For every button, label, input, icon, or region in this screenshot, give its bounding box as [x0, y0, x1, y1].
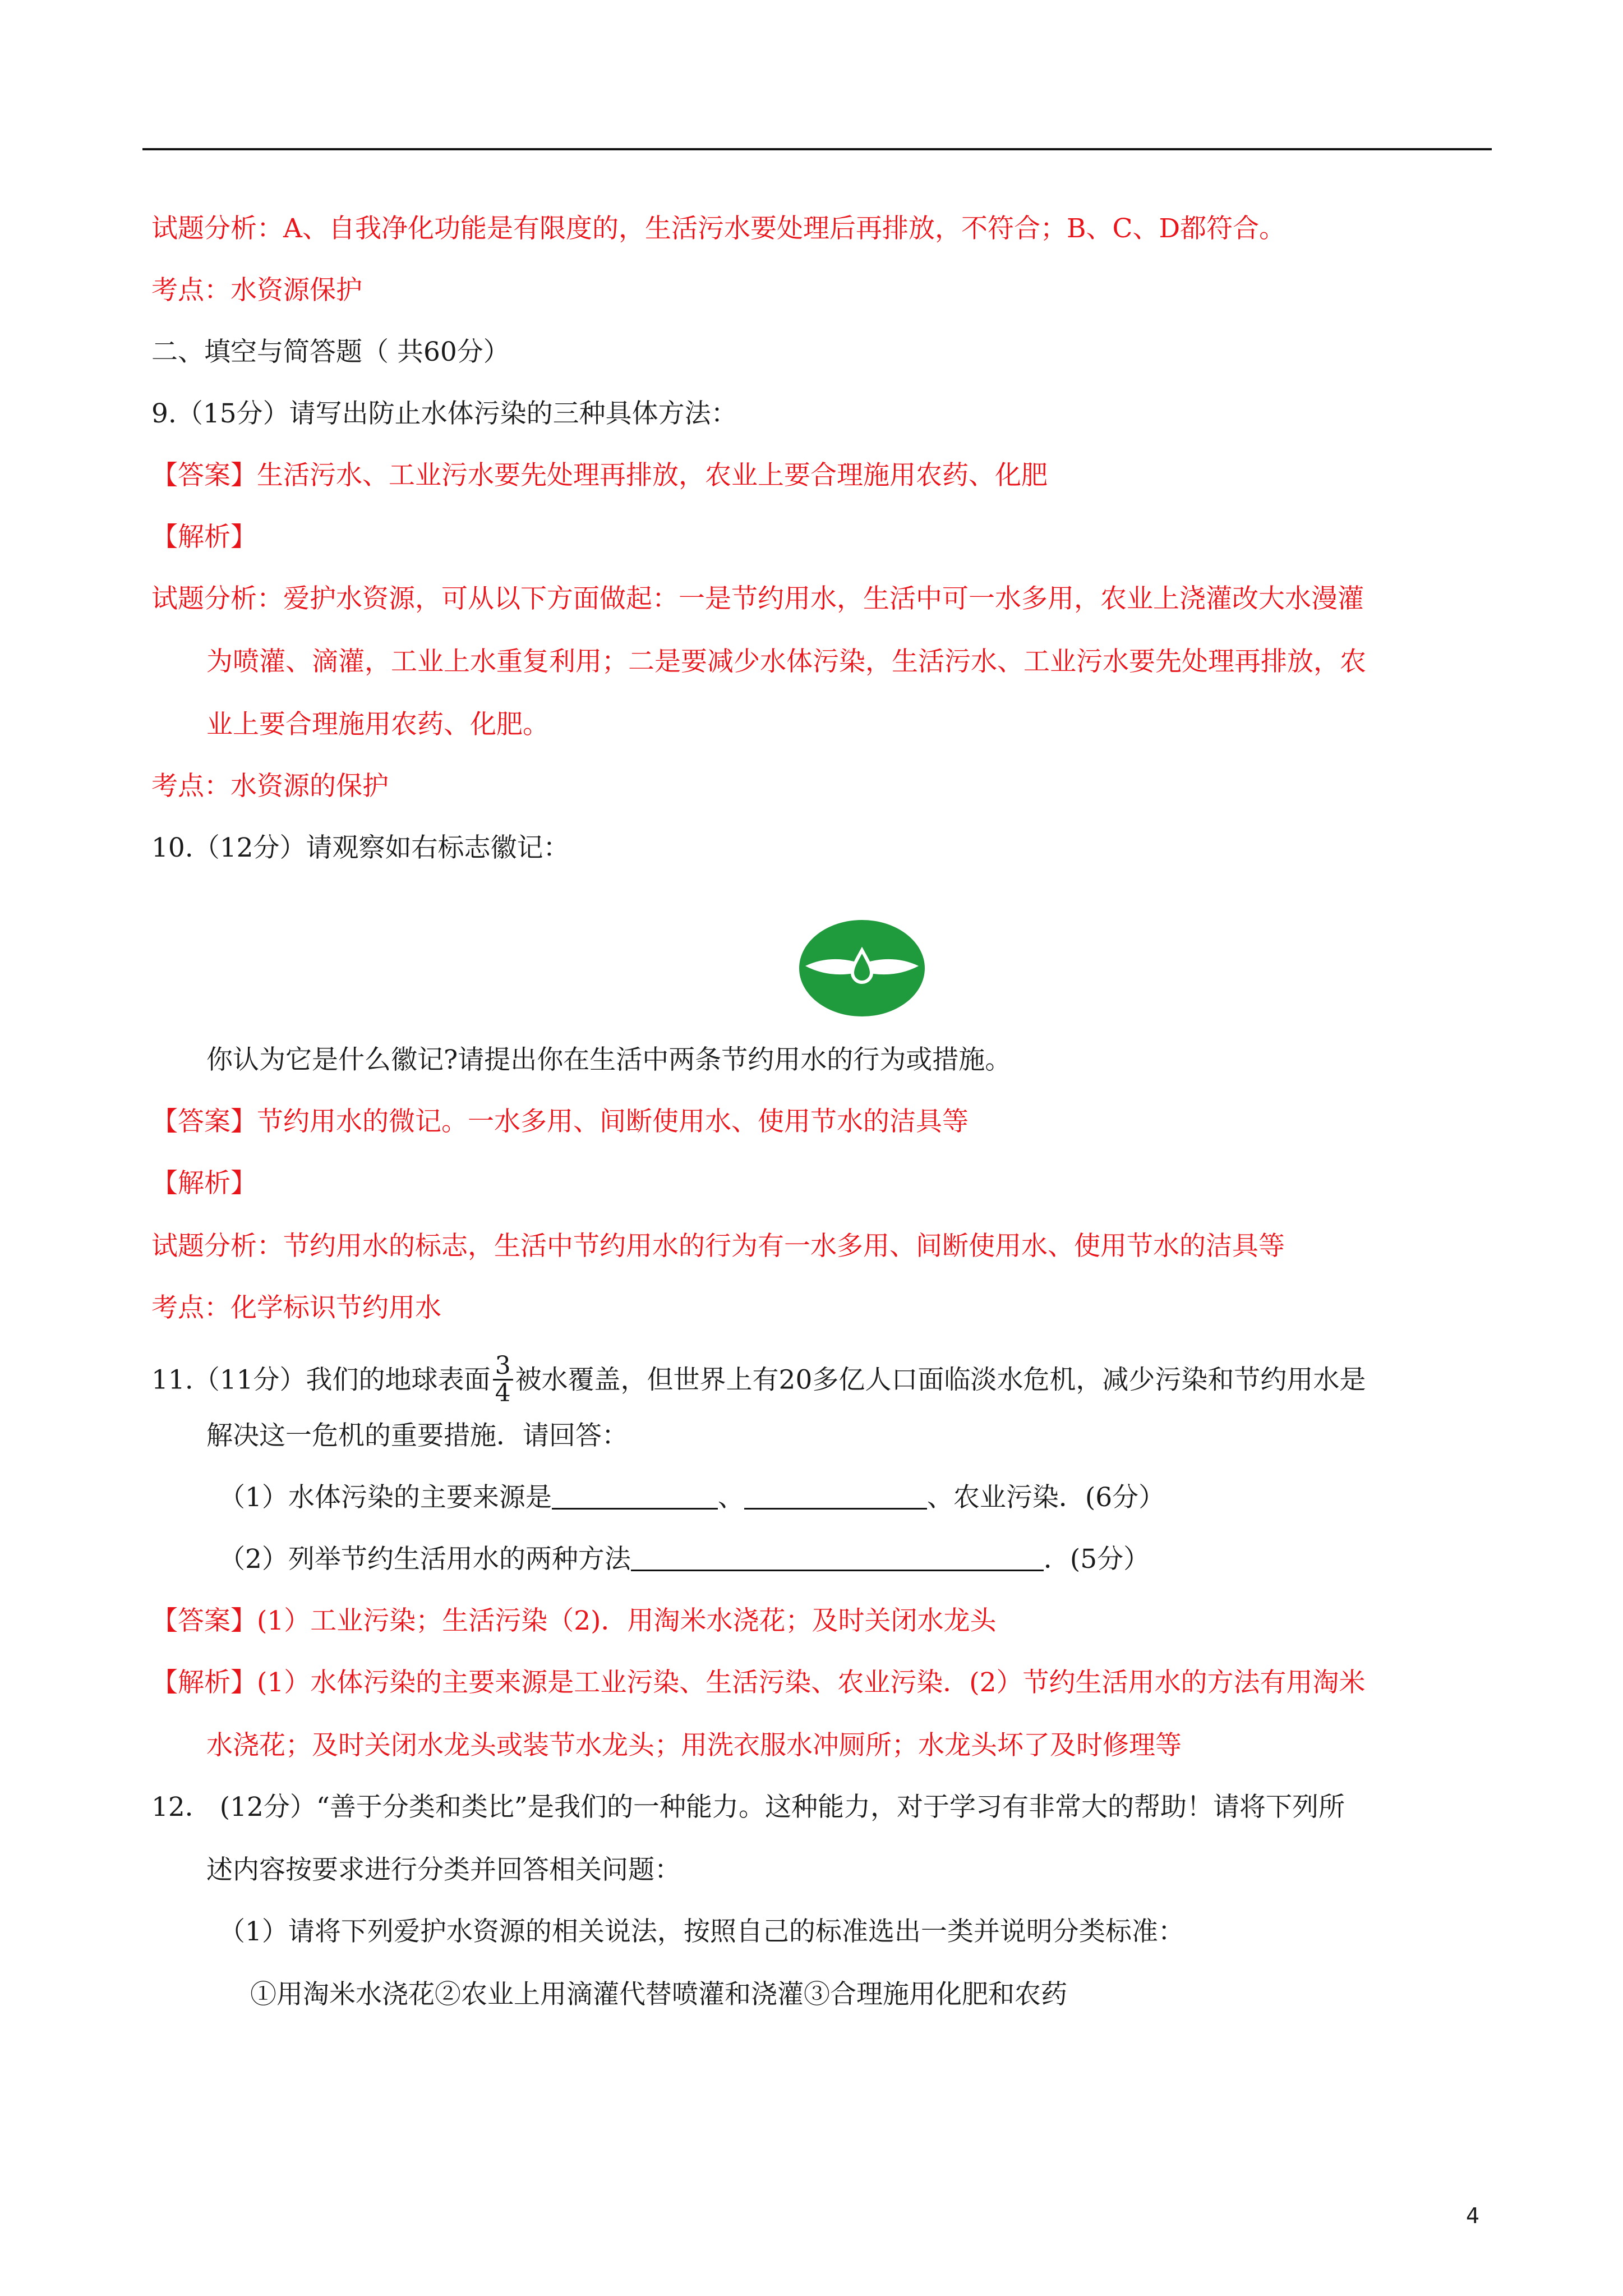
fraction-three-quarters: [493, 1353, 513, 1406]
question-10-prompt: 你认为它是什么徽记?请提出你在生活中两条节约用水的行为或措施。: [206, 1045, 1012, 1075]
explanation-label-q10: 【解析】: [151, 1168, 257, 1199]
explanation-q11-line1: 【解析】(1）水体污染的主要来源是工业污染、生活污染、农业污染．(2）节约生活用水的方法有用淘米: [151, 1667, 1366, 1698]
part2-suffix: ．(5分）: [1043, 1544, 1150, 1575]
part1-prompt: （1）水体污染的主要来源是: [219, 1482, 552, 1513]
question-11-part2: [219, 1543, 1565, 1576]
page-number: 4: [1466, 2203, 1480, 2228]
question-11: [151, 1351, 1497, 1409]
header-rule: [142, 148, 1492, 150]
analysis-q10: 试题分析：节约用水的标志，生活中节约用水的行为有一水多用、间断使用水、使用节水的洁具等: [151, 1231, 1285, 1262]
question-11-line2: 解决这一危机的重要措施．请回答：: [206, 1420, 628, 1451]
key-point-q8: 考点：水资源保护: [151, 275, 362, 306]
fraction-denominator: 4: [495, 1379, 511, 1407]
answer-blank-3[interactable]: [631, 1545, 1044, 1571]
question-12-part1: （1）请将下列爱护水资源的相关说法，按照自己的标准选出一类并说明分类标准：: [219, 1916, 1184, 1947]
answer-blank-2[interactable]: [744, 1483, 927, 1510]
answer-q11: 【答案】(1）工业污染；生活污染（2)．用淘米水浇花；及时关闭水龙头: [151, 1605, 997, 1636]
question-10: 10.（12分）请观察如右标志徽记：: [151, 832, 570, 863]
question-9: 9.（15分）请写出防止水体污染的三种具体方法：: [151, 398, 737, 429]
key-point-q9: 考点：水资源的保护: [151, 771, 389, 802]
analysis-q9-line2: 为喷灌、滴灌，工业上水重复利用；二是要减少水体污染，生活污水、工业污水要先处理再排放，农: [206, 646, 1366, 677]
question-12-options: ①用淘米水浇花②农业上用滴灌代替喷灌和浇灌③合理施用化肥和农药: [250, 1979, 1067, 2010]
part2-prompt: （2）列举节约生活用水的两种方法: [219, 1544, 631, 1575]
analysis-q9-line3: 业上要合理施用农药、化肥。: [206, 709, 549, 740]
explanation-q11-line2: 水浇花；及时关闭水龙头或装节水龙头；用洗衣服水冲厕所；水龙头坏了及时修理等: [206, 1730, 1182, 1761]
water-saving-emblem-icon: [797, 918, 926, 1019]
question-11-text-start: 11.（11分）我们的地球表面: [151, 1364, 491, 1396]
fraction-numerator: 3: [493, 1353, 513, 1381]
answer-blank-1[interactable]: [552, 1483, 718, 1510]
answer-q9: 【答案】生活污水、工业污水要先处理再排放，农业上要合理施用农药、化肥: [151, 460, 1048, 491]
part1-suffix: 、农业污染．(6分）: [926, 1482, 1165, 1513]
section-heading: 二、填空与简答题（ 共60分）: [151, 337, 510, 367]
key-point-q10: 考点：化学标识节约用水: [151, 1292, 441, 1323]
question-11-part1: [219, 1481, 1565, 1515]
question-11-text-end: 被水覆盖，但世界上有20多亿人口面临淡水危机，减少污染和节约用水是: [515, 1364, 1366, 1396]
analysis-q9-line1: 试题分析：爱护水资源，可从以下方面做起：一是节约用水，生活中可一水多用，农业上浇灌改大水漫灌: [151, 583, 1364, 614]
answer-q10: 【答案】节约用水的微记。一水多用、间断使用水、使用节水的洁具等: [151, 1106, 969, 1137]
blank-separator: 、: [717, 1482, 744, 1513]
analysis-q8: 试题分析：A、自我净化功能是有限度的，生活污水要处理后再排放，不符合；B、C、D都符合。: [151, 213, 1286, 244]
explanation-label-q9: 【解析】: [151, 522, 257, 553]
question-12-line2: 述内容按要求进行分类并回答相关问题：: [206, 1855, 681, 1885]
question-12: 12． (12分）“善于分类和类比”是我们的一种能力。这种能力，对于学习有非常大的帮助！请将下列所: [151, 1792, 1345, 1823]
